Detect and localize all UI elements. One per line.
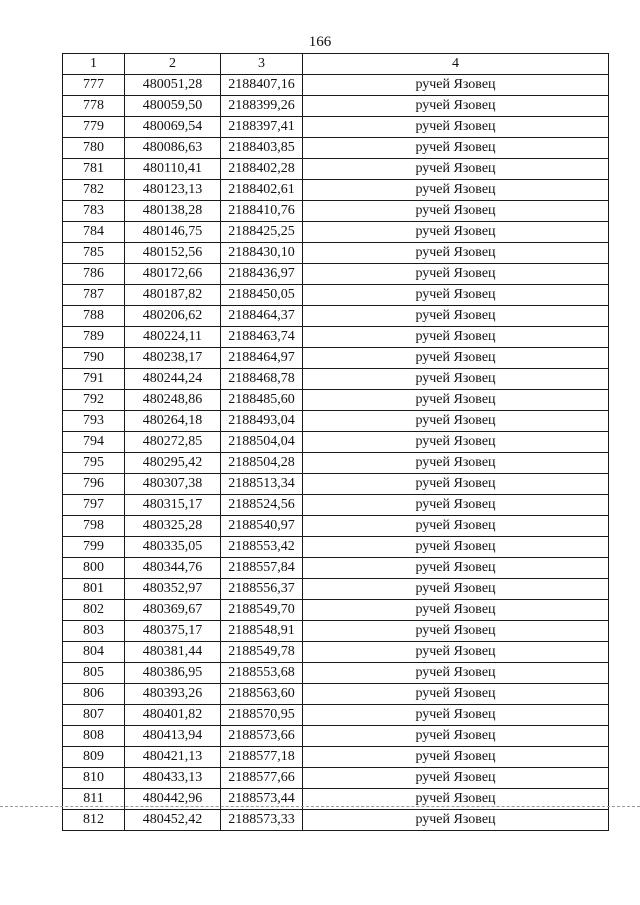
y-coordinate-cell: 2188573,33 — [221, 810, 303, 831]
y-coordinate-cell: 2188570,95 — [221, 705, 303, 726]
y-coordinate-cell: 2188553,68 — [221, 663, 303, 684]
table-row — [63, 117, 609, 138]
y-coordinate-cell: 2188464,97 — [221, 348, 303, 369]
table-row — [63, 180, 609, 201]
point-number-cell: 799 — [63, 537, 125, 558]
y-coordinate-cell: 2188410,76 — [221, 201, 303, 222]
point-number-cell: 782 — [63, 180, 125, 201]
point-number-cell: 797 — [63, 495, 125, 516]
y-coordinate-cell: 2188549,70 — [221, 600, 303, 621]
y-coordinate-cell: 2188430,10 — [221, 243, 303, 264]
point-number-cell: 786 — [63, 264, 125, 285]
x-coordinate-cell: 480264,18 — [125, 411, 221, 432]
description-cell: ручей Язовец — [303, 411, 609, 432]
description-cell: ручей Язовец — [303, 768, 609, 789]
table-row — [63, 747, 609, 768]
description-cell: ручей Язовец — [303, 201, 609, 222]
point-number-cell: 798 — [63, 516, 125, 537]
table-row — [63, 432, 609, 453]
point-number-cell: 810 — [63, 768, 125, 789]
x-coordinate-cell: 480123,13 — [125, 180, 221, 201]
y-coordinate-cell: 2188553,42 — [221, 537, 303, 558]
table-row — [63, 411, 609, 432]
x-coordinate-cell: 480393,26 — [125, 684, 221, 705]
x-coordinate-cell: 480110,41 — [125, 159, 221, 180]
x-coordinate-cell: 480375,17 — [125, 621, 221, 642]
table-row — [63, 768, 609, 789]
x-coordinate-cell: 480086,63 — [125, 138, 221, 159]
description-cell: ручей Язовец — [303, 495, 609, 516]
description-cell: ручей Язовец — [303, 159, 609, 180]
point-number-cell: 793 — [63, 411, 125, 432]
point-number-cell: 808 — [63, 726, 125, 747]
page-number: 166 — [308, 34, 332, 50]
table-row — [63, 453, 609, 474]
point-number-cell: 791 — [63, 369, 125, 390]
point-number-cell: 812 — [63, 810, 125, 831]
description-cell: ручей Язовец — [303, 747, 609, 768]
y-coordinate-cell: 2188513,34 — [221, 474, 303, 495]
point-number-cell: 779 — [63, 117, 125, 138]
point-number-cell: 788 — [63, 306, 125, 327]
description-cell: ручей Язовец — [303, 621, 609, 642]
y-coordinate-cell: 2188463,74 — [221, 327, 303, 348]
description-cell: ручей Язовец — [303, 117, 609, 138]
description-cell: ручей Язовец — [303, 180, 609, 201]
y-coordinate-cell: 2188504,28 — [221, 453, 303, 474]
x-coordinate-cell: 480369,67 — [125, 600, 221, 621]
y-coordinate-cell: 2188464,37 — [221, 306, 303, 327]
y-coordinate-cell: 2188548,91 — [221, 621, 303, 642]
table-row — [63, 306, 609, 327]
table-row — [63, 495, 609, 516]
table-row — [63, 642, 609, 663]
point-number-cell: 789 — [63, 327, 125, 348]
description-cell: ручей Язовец — [303, 705, 609, 726]
x-coordinate-cell: 480138,28 — [125, 201, 221, 222]
description-cell: ручей Язовец — [303, 390, 609, 411]
point-number-cell: 778 — [63, 96, 125, 117]
description-cell: ручей Язовец — [303, 138, 609, 159]
y-coordinate-cell: 2188397,41 — [221, 117, 303, 138]
table-row — [63, 159, 609, 180]
y-coordinate-cell: 2188573,44 — [221, 789, 303, 810]
y-coordinate-cell: 2188563,60 — [221, 684, 303, 705]
description-cell: ручей Язовец — [303, 600, 609, 621]
y-coordinate-cell: 2188557,84 — [221, 558, 303, 579]
description-cell: ручей Язовец — [303, 264, 609, 285]
table-row — [63, 579, 609, 600]
x-coordinate-cell: 480335,05 — [125, 537, 221, 558]
x-coordinate-cell: 480442,96 — [125, 789, 221, 810]
point-number-cell: 807 — [63, 705, 125, 726]
y-coordinate-cell: 2188436,97 — [221, 264, 303, 285]
scan-artifact-line — [0, 806, 640, 807]
point-number-cell: 784 — [63, 222, 125, 243]
x-coordinate-cell: 480295,42 — [125, 453, 221, 474]
description-cell: ручей Язовец — [303, 327, 609, 348]
point-number-cell: 805 — [63, 663, 125, 684]
description-cell: ручей Язовец — [303, 663, 609, 684]
description-cell: ручей Язовец — [303, 579, 609, 600]
x-coordinate-cell: 480315,17 — [125, 495, 221, 516]
table-row — [63, 264, 609, 285]
column-header-1: 1 — [63, 54, 125, 75]
x-coordinate-cell: 480224,11 — [125, 327, 221, 348]
point-number-cell: 790 — [63, 348, 125, 369]
point-number-cell: 796 — [63, 474, 125, 495]
x-coordinate-cell: 480244,24 — [125, 369, 221, 390]
description-cell: ручей Язовец — [303, 684, 609, 705]
point-number-cell: 802 — [63, 600, 125, 621]
column-header-4: 4 — [303, 54, 609, 75]
x-coordinate-cell: 480152,56 — [125, 243, 221, 264]
point-number-cell: 783 — [63, 201, 125, 222]
description-cell: ручей Язовец — [303, 306, 609, 327]
table-row — [63, 810, 609, 831]
table-row — [63, 726, 609, 747]
point-number-cell: 781 — [63, 159, 125, 180]
x-coordinate-cell: 480069,54 — [125, 117, 221, 138]
y-coordinate-cell: 2188399,26 — [221, 96, 303, 117]
point-number-cell: 795 — [63, 453, 125, 474]
y-coordinate-cell: 2188540,97 — [221, 516, 303, 537]
y-coordinate-cell: 2188504,04 — [221, 432, 303, 453]
table-row — [63, 663, 609, 684]
table-body — [63, 54, 609, 831]
table-row — [63, 369, 609, 390]
x-coordinate-cell: 480344,76 — [125, 558, 221, 579]
point-number-cell: 809 — [63, 747, 125, 768]
x-coordinate-cell: 480238,17 — [125, 348, 221, 369]
table-row — [63, 537, 609, 558]
description-cell: ручей Язовец — [303, 789, 609, 810]
x-coordinate-cell: 480051,28 — [125, 75, 221, 96]
description-cell: ручей Язовец — [303, 369, 609, 390]
column-header-2: 2 — [125, 54, 221, 75]
table-row — [63, 201, 609, 222]
table-row — [63, 705, 609, 726]
description-cell: ручей Язовец — [303, 432, 609, 453]
point-number-cell: 780 — [63, 138, 125, 159]
table-row — [63, 222, 609, 243]
table-row — [63, 138, 609, 159]
y-coordinate-cell: 2188573,66 — [221, 726, 303, 747]
y-coordinate-cell: 2188402,61 — [221, 180, 303, 201]
point-number-cell: 804 — [63, 642, 125, 663]
table-row — [63, 348, 609, 369]
description-cell: ручей Язовец — [303, 558, 609, 579]
x-coordinate-cell: 480206,62 — [125, 306, 221, 327]
description-cell: ручей Язовец — [303, 96, 609, 117]
x-coordinate-cell: 480325,28 — [125, 516, 221, 537]
table-header-row — [63, 54, 609, 75]
description-cell: ручей Язовец — [303, 453, 609, 474]
x-coordinate-cell: 480307,38 — [125, 474, 221, 495]
y-coordinate-cell: 2188556,37 — [221, 579, 303, 600]
description-cell: ручей Язовец — [303, 537, 609, 558]
y-coordinate-cell: 2188493,04 — [221, 411, 303, 432]
y-coordinate-cell: 2188468,78 — [221, 369, 303, 390]
point-number-cell: 801 — [63, 579, 125, 600]
table-row — [63, 390, 609, 411]
y-coordinate-cell: 2188407,16 — [221, 75, 303, 96]
table-row — [63, 75, 609, 96]
x-coordinate-cell: 480172,66 — [125, 264, 221, 285]
y-coordinate-cell: 2188403,85 — [221, 138, 303, 159]
table-row — [63, 474, 609, 495]
x-coordinate-cell: 480146,75 — [125, 222, 221, 243]
y-coordinate-cell: 2188577,66 — [221, 768, 303, 789]
table-row — [63, 327, 609, 348]
description-cell: ручей Язовец — [303, 75, 609, 96]
table-row — [63, 516, 609, 537]
description-cell: ручей Язовец — [303, 474, 609, 495]
x-coordinate-cell: 480421,13 — [125, 747, 221, 768]
table-row — [63, 96, 609, 117]
x-coordinate-cell: 480401,82 — [125, 705, 221, 726]
description-cell: ручей Язовец — [303, 348, 609, 369]
y-coordinate-cell: 2188549,78 — [221, 642, 303, 663]
x-coordinate-cell: 480059,50 — [125, 96, 221, 117]
x-coordinate-cell: 480452,42 — [125, 810, 221, 831]
point-number-cell: 803 — [63, 621, 125, 642]
x-coordinate-cell: 480248,86 — [125, 390, 221, 411]
x-coordinate-cell: 480272,85 — [125, 432, 221, 453]
point-number-cell: 811 — [63, 789, 125, 810]
point-number-cell: 792 — [63, 390, 125, 411]
table-row — [63, 243, 609, 264]
point-number-cell: 806 — [63, 684, 125, 705]
table-row — [63, 621, 609, 642]
description-cell: ручей Язовец — [303, 285, 609, 306]
x-coordinate-cell: 480386,95 — [125, 663, 221, 684]
description-cell: ручей Язовец — [303, 222, 609, 243]
description-cell: ручей Язовец — [303, 810, 609, 831]
y-coordinate-cell: 2188524,56 — [221, 495, 303, 516]
description-cell: ручей Язовец — [303, 726, 609, 747]
coordinates-table — [62, 53, 609, 831]
y-coordinate-cell: 2188425,25 — [221, 222, 303, 243]
x-coordinate-cell: 480413,94 — [125, 726, 221, 747]
description-cell: ручей Язовец — [303, 243, 609, 264]
x-coordinate-cell: 480352,97 — [125, 579, 221, 600]
column-header-3: 3 — [221, 54, 303, 75]
description-cell: ручей Язовец — [303, 642, 609, 663]
point-number-cell: 785 — [63, 243, 125, 264]
point-number-cell: 777 — [63, 75, 125, 96]
point-number-cell: 800 — [63, 558, 125, 579]
table-row — [63, 558, 609, 579]
x-coordinate-cell: 480433,13 — [125, 768, 221, 789]
x-coordinate-cell: 480187,82 — [125, 285, 221, 306]
y-coordinate-cell: 2188450,05 — [221, 285, 303, 306]
x-coordinate-cell: 480381,44 — [125, 642, 221, 663]
point-number-cell: 787 — [63, 285, 125, 306]
y-coordinate-cell: 2188485,60 — [221, 390, 303, 411]
y-coordinate-cell: 2188577,18 — [221, 747, 303, 768]
table-row — [63, 285, 609, 306]
table-row — [63, 684, 609, 705]
y-coordinate-cell: 2188402,28 — [221, 159, 303, 180]
point-number-cell: 794 — [63, 432, 125, 453]
table-row — [63, 600, 609, 621]
description-cell: ручей Язовец — [303, 516, 609, 537]
